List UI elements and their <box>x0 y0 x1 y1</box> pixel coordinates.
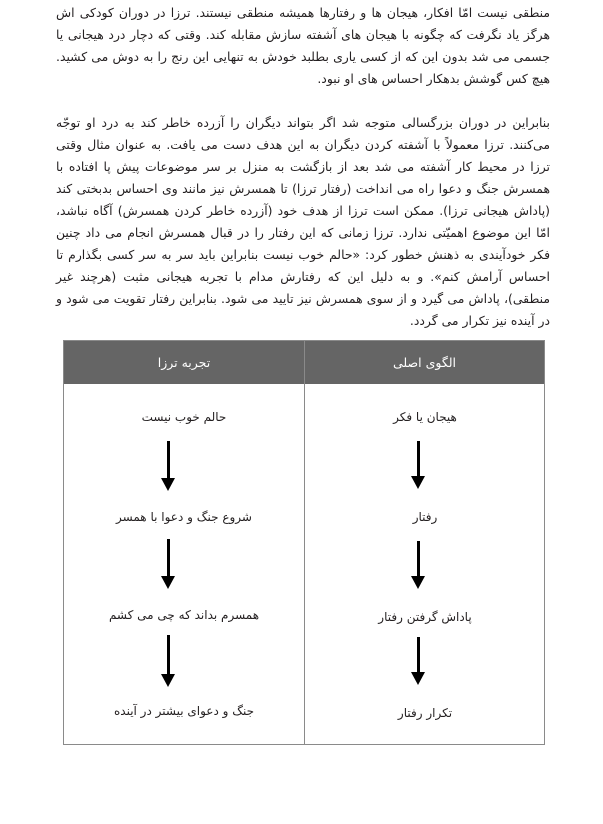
down-arrow-icon <box>411 637 425 685</box>
comparison-table <box>63 340 545 745</box>
teresa-step-2: شروع جنگ و دعوا با همسر <box>116 510 252 524</box>
down-arrow-icon <box>161 441 175 491</box>
column-divider <box>304 341 305 744</box>
pattern-step-4: تکرار رفتار <box>397 706 453 720</box>
header-main-pattern: الگوی اصلی <box>392 355 457 370</box>
header-teresa-experience: تجربه ترزا <box>157 355 211 370</box>
teresa-step-4: جنگ و دعوای بیشتر در آینده <box>113 704 254 718</box>
paragraph-2: بنابراین در دوران بزرگسالی متوجه شد اگر بتواند دیگران را آزرده خاطر کند به درد او توجّه می‌کنند. ترزا معمولاً با آشفته کردن دیگران به این هدف دست می یافت. به عنوان مثال وقتی ترزا در محیط کار آشفته می شد بعد از بازگشت به منزل بر سر موضوعات پیش پا افتاده با همسرش جنگ و دعوا راه می انداخت (رفتار ترزا) تا همسرش نیز مانند وی احساس بدبختی کند (پاداش هیجانی ترزا). ممکن است ترزا از هدف خود (آزرده خاطر کردن همسرش) آگاه نباشد، امّا این موضوع اهمیّتی ندارد. ترزا زمانی که این رفتار را در قبال همسرش انجام می داد چنین فکر خودآیندی به ذهنش خطور کرد: «حالم خوب نیست بنابراین باید سر به سر کسی بگذارم تا احساس آرامش کنم». و به دلیل این که رفتارش مدام با تجربه هیجانی مثبت (هرچند غیر منطقی)، پاداش می گیرد و از سوی همسرش نیز تایید می شود. بنابراین رفتار تقویت می شود و در آینده نیز تکرار می گردد. <box>56 115 550 328</box>
paragraph-1: منطقی نیست امّا افکار، هیجان ها و رفتارها همیشه منطقی نیستند. ترزا در دوران کودکی اش هرگز یاد نگرفت که چگونه با هیجان های آشفته سازش مقابله کند. وقتی که دچار درد هیجانی یا جسمی می شد بدون این که از کسی یاری بطلبد خودش به تنهایی این رنج را به دوش می کشید. هیچ کس گوشش بدهکار احساس های او نبود. <box>56 5 550 86</box>
down-arrow-icon <box>161 635 175 687</box>
pattern-step-3: پاداش گرفتن رفتار <box>378 610 472 624</box>
pattern-step-1: هیجان یا فکر <box>393 410 457 424</box>
teresa-step-3: همسرم بداند که چی می کشم <box>108 608 260 622</box>
down-arrow-icon <box>411 541 425 589</box>
pattern-step-2: رفتار <box>412 510 438 524</box>
down-arrow-icon <box>161 539 175 589</box>
teresa-step-1: حالم خوب نیست <box>141 410 227 424</box>
down-arrow-icon <box>411 441 425 489</box>
